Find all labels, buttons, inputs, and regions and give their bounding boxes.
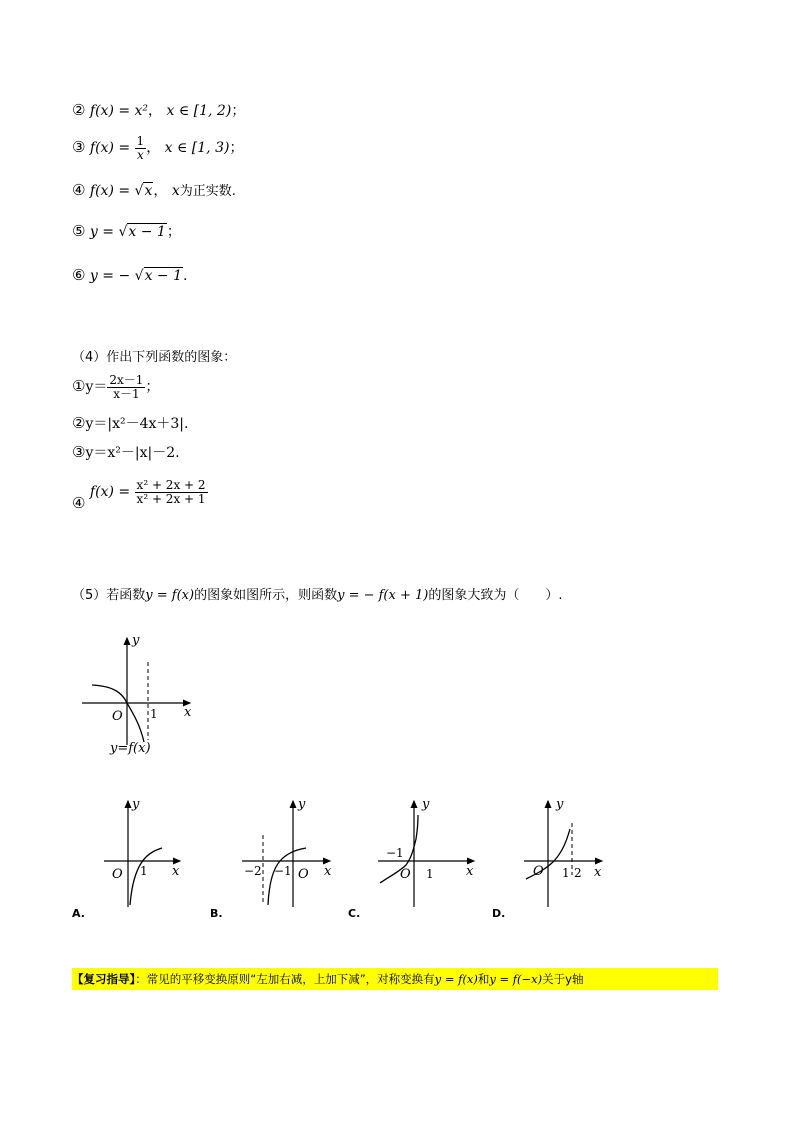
- svg-text:y: y: [556, 797, 564, 812]
- option-b-graph: [236, 795, 346, 910]
- fraction: $\frac{2x-1}{x-1}$: [109, 372, 144, 401]
- svg-text:−1: −1: [386, 846, 404, 860]
- tick-1: 1: [150, 707, 158, 721]
- review-guide: 【复习指导】：常见的平移变换原则“左加右减，上加下减”，对称变换有y = f(x)和y = f(−x)关于y轴: [72, 968, 718, 990]
- fraction: $\frac{1}{x}$: [136, 133, 145, 162]
- item-2: ② f(x) = x²， x ∈ [1, 2)；: [72, 101, 246, 119]
- y-label: y: [132, 633, 140, 648]
- option-b-label[interactable]: B.: [210, 907, 223, 920]
- main-graph: [72, 630, 212, 760]
- option-d-graph: [518, 795, 618, 910]
- option-c-label[interactable]: C.: [348, 907, 361, 920]
- option-a-label[interactable]: A.: [72, 907, 85, 920]
- svg-text:O: O: [298, 867, 309, 882]
- svg-text:y: y: [422, 797, 430, 812]
- guide-label: 【复习指导】: [72, 972, 136, 986]
- svg-text:O: O: [533, 864, 544, 879]
- item-6: ⑥ y = − √x − 1.: [72, 266, 188, 284]
- part4-title: （4）作出下列函数的图象：: [72, 350, 237, 365]
- part4-item-3: ③y＝x²－|x|－2.: [72, 443, 180, 461]
- svg-text:2: 2: [574, 866, 582, 880]
- x-label: x: [184, 705, 192, 720]
- svg-text:x: x: [466, 864, 474, 879]
- part4-item-4: ④ f(x) = $\frac{\text{x² + 2x + 2}}{\text{x² + 2x + 1}}$: [72, 477, 206, 512]
- item-4: ④ f(x) = √x， x为正实数.: [72, 181, 236, 199]
- svg-text:O: O: [112, 867, 123, 882]
- part5-question: （5）若函数y = f(x)的图象如图所示，则函数y = − f(x + 1)的图象大致为（ ）.: [72, 588, 563, 603]
- svg-text:1: 1: [140, 864, 148, 878]
- svg-text:x: x: [594, 865, 602, 880]
- svg-text:y: y: [298, 797, 306, 812]
- svg-text:O: O: [400, 867, 411, 882]
- part4-item-1: ①y＝ $\frac{2x-1}{x-1}$ ；: [72, 372, 160, 401]
- caption: y=f(x): [110, 741, 151, 756]
- svg-text:1: 1: [426, 867, 434, 881]
- option-d-label[interactable]: D.: [492, 907, 506, 920]
- option-a-graph: [96, 795, 196, 910]
- part4-item-2: ②y＝|x²－4x＋3|.: [72, 414, 189, 432]
- svg-text:1: 1: [562, 866, 570, 880]
- svg-text:x: x: [324, 864, 332, 879]
- svg-text:−1: −1: [274, 864, 292, 878]
- svg-text:−2: −2: [244, 864, 262, 878]
- item-5: ⑤ y = √x − 1；: [72, 222, 181, 240]
- origin-label: O: [112, 709, 123, 724]
- svg-text:y: y: [132, 797, 140, 812]
- svg-text:x: x: [172, 864, 180, 879]
- item-3: ③ f(x) = $\frac{1}{x}$ ， x ∈ [1, 3)；: [72, 133, 244, 162]
- fraction: $\frac{\text{x² + 2x + 2}}{\text{x² + 2x + 1}}$: [136, 477, 206, 506]
- option-c-graph: [372, 795, 482, 910]
